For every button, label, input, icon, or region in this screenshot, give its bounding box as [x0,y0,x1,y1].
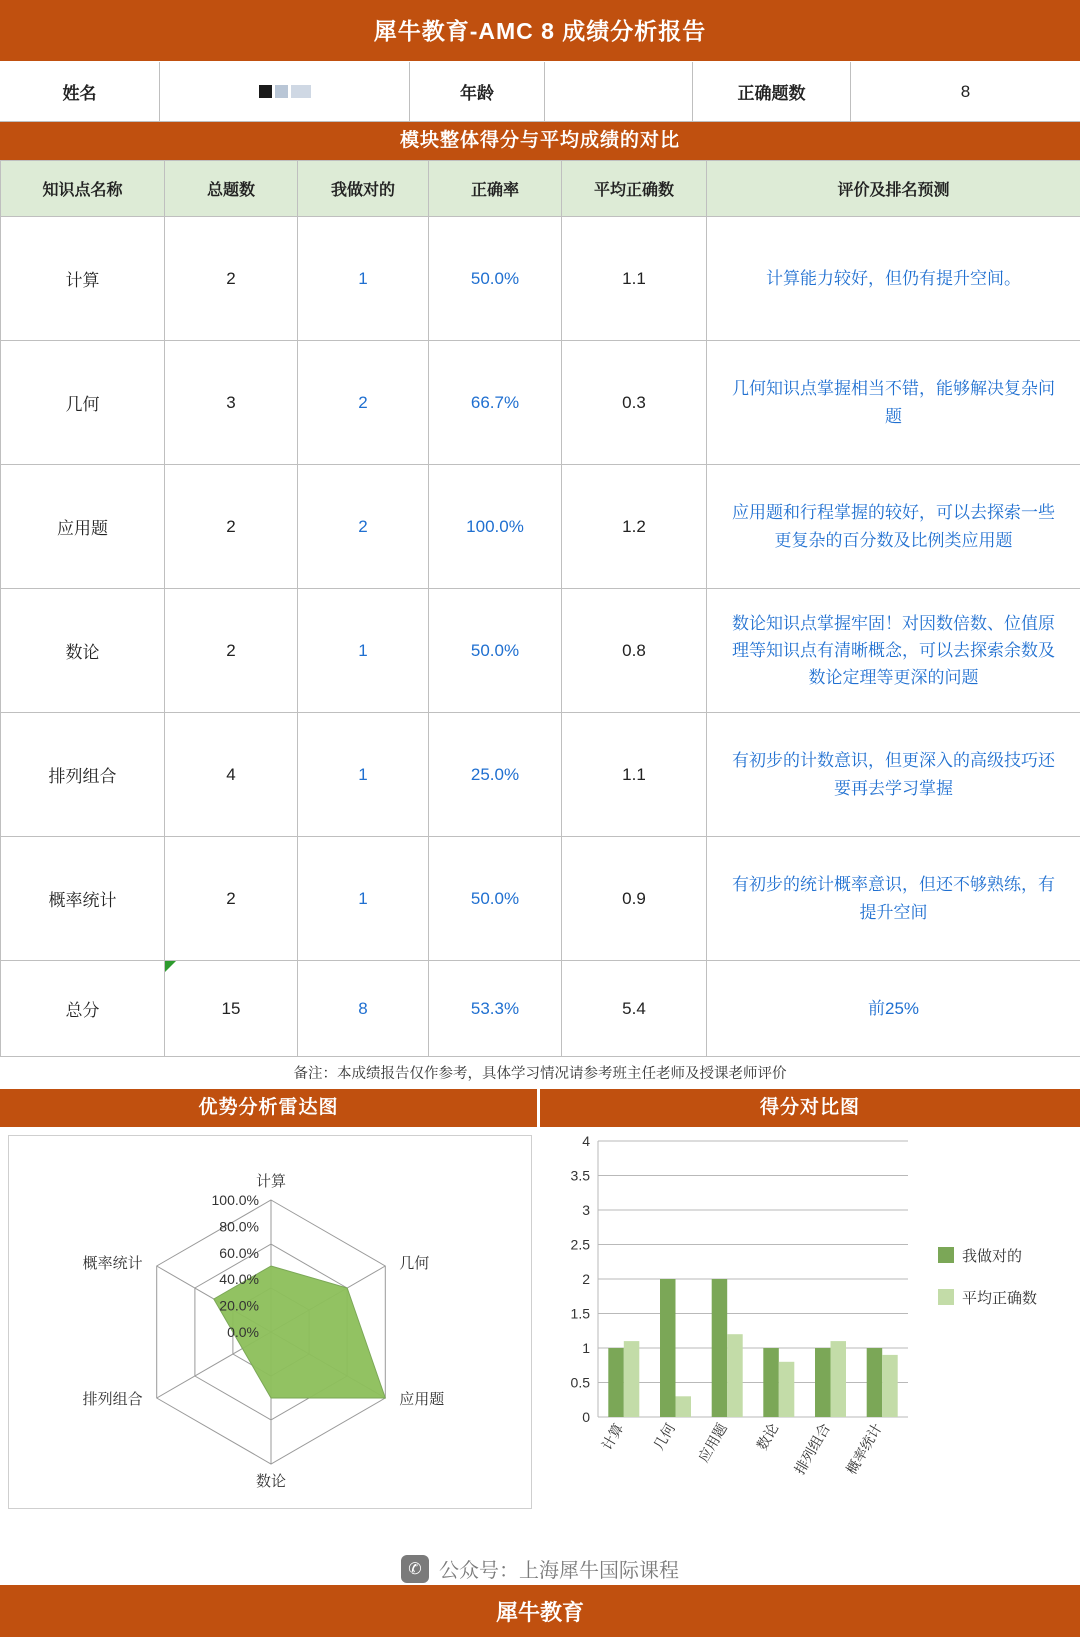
svg-text:计算: 计算 [598,1420,627,1453]
cell-rate: 25.0% [429,713,562,837]
student-info-row [0,62,1080,122]
cell-eval: 数论知识点掌握牢固！对因数倍数、位值原理等知识点有清晰概念，可以去探索余数及数论定理等更深的问题 [707,589,1080,713]
cell-eval: 前25% [707,961,1080,1057]
svg-text:100.0%: 100.0% [211,1192,259,1208]
bar-chart-svg [540,1127,1080,1517]
svg-text:2.5: 2.5 [570,1236,590,1253]
cell-rate: 50.0% [429,589,562,713]
redacted-name [259,85,311,98]
cell-total: 2 [165,465,298,589]
cell-rate: 50.0% [429,217,562,341]
table-row [1,713,1080,837]
footer-brand-text: 犀牛教育 [495,1599,584,1625]
cell-total: 2 [165,589,298,713]
svg-text:80.0%: 80.0% [219,1218,259,1235]
th-mine: 我做对的 [298,161,429,217]
correct-count-label: 正确题数 [693,62,851,121]
charts-body [0,1127,1080,1517]
svg-text:1: 1 [582,1340,590,1356]
age-value [545,62,693,121]
cell-rate: 53.3% [429,961,562,1057]
page-title: 犀牛教育-AMC 8 成绩分析报告 [0,0,1080,62]
cell-total: 3 [165,341,298,465]
cell-mine: 1 [298,713,429,837]
cell-topic: 几何 [1,341,165,465]
svg-text:0.5: 0.5 [570,1374,590,1391]
correct-count-value: 8 [960,81,971,101]
th-rate: 正确率 [429,161,562,217]
bar-chart-frame [540,1127,1080,1517]
wechat-icon: ✆ [401,1555,429,1583]
svg-text:数论: 数论 [753,1420,782,1453]
name-value [160,62,410,121]
radar-chart-frame [8,1135,532,1509]
svg-text:几何: 几何 [399,1255,430,1272]
cell-topic: 计算 [1,217,165,341]
svg-text:0.0%: 0.0% [227,1324,259,1340]
svg-text:概率统计: 概率统计 [82,1255,143,1272]
cell-topic: 总分 [1,961,165,1057]
cell-avg: 0.9 [562,837,707,961]
cell-mine: 8 [298,961,429,1057]
table-row [1,589,1080,713]
svg-text:3.5: 3.5 [570,1167,590,1184]
cell-rate: 100.0% [429,465,562,589]
svg-text:1.5: 1.5 [570,1305,590,1322]
table-row [1,217,1080,341]
table-row [1,465,1080,589]
cell-mine: 1 [298,589,429,713]
cell-total: 2 [165,217,298,341]
cell-mine: 1 [298,217,429,341]
watermark-text: 公众号：上海犀牛国际课程 [439,1560,679,1582]
th-eval: 评价及排名预测 [707,161,1080,217]
cell-rate: 50.0% [429,837,562,961]
age-label: 年龄 [410,62,545,121]
section-banner: 模块整体得分与平均成绩的对比 [0,122,1080,160]
cell-total: 4 [165,713,298,837]
radar-chart-container [0,1127,540,1517]
charts-header [0,1089,1080,1127]
svg-text:0: 0 [582,1409,590,1425]
svg-text:平均正确数: 平均正确数 [962,1290,1038,1307]
cell-eval: 有初步的计数意识，但更深入的高级技巧还要再去学习掌握 [707,713,1080,837]
svg-text:排列组合: 排列组合 [791,1420,834,1477]
bar-chart-container [540,1127,1080,1517]
cell-topic: 数论 [1,589,165,713]
cell-mine: 2 [298,465,429,589]
cell-topic: 应用题 [1,465,165,589]
cell-avg: 1.1 [562,713,707,837]
svg-text:计算: 计算 [255,1173,287,1190]
table-row [1,837,1080,961]
svg-text:2: 2 [582,1271,590,1287]
score-table [0,160,1080,1057]
svg-text:60.0%: 60.0% [219,1244,259,1261]
svg-text:20.0%: 20.0% [219,1297,259,1314]
cell-total: 15 [165,961,298,1057]
svg-text:几何: 几何 [650,1420,679,1453]
footer-brand-bar [0,1585,1080,1637]
svg-text:我做对的: 我做对的 [962,1248,1023,1265]
svg-text:3: 3 [582,1202,590,1218]
th-avg: 平均正确数 [562,161,707,217]
report-note: 备注：本成绩报告仅作参考，具体学习情况请参考班主任老师及授课老师评价 [293,1066,787,1082]
cell-avg: 0.8 [562,589,707,713]
footer-watermark [0,1554,1080,1583]
table-header-row [1,161,1080,217]
cell-eval: 应用题和行程掌握的较好，可以去探索一些更复杂的百分数及比例类应用题 [707,465,1080,589]
radar-chart-svg [9,1136,533,1510]
cell-avg: 1.2 [562,465,707,589]
cell-rate: 66.7% [429,341,562,465]
cell-mine: 1 [298,837,429,961]
th-total: 总题数 [165,161,298,217]
cell-topic: 排列组合 [1,713,165,837]
cell-eval: 计算能力较好，但仍有提升空间。 [707,217,1080,341]
bar-chart-title: 得分对比图 [540,1089,1080,1127]
name-label: 姓名 [0,62,160,121]
cell-mine: 2 [298,341,429,465]
table-row [1,341,1080,465]
radar-chart-title: 优势分析雷达图 [0,1089,540,1127]
svg-text:4: 4 [582,1133,590,1149]
cell-eval: 几何知识点掌握相当不错，能够解决复杂问题 [707,341,1080,465]
cell-avg: 5.4 [562,961,707,1057]
svg-text:40.0%: 40.0% [219,1271,259,1288]
comment-marker-icon [165,961,176,972]
svg-text:应用题: 应用题 [399,1391,445,1408]
svg-text:应用题: 应用题 [694,1420,730,1465]
cell-topic: 概率统计 [1,837,165,961]
cell-eval: 有初步的统计概率意识，但还不够熟练，有提升空间 [707,837,1080,961]
th-topic: 知识点名称 [1,161,165,217]
cell-avg: 1.1 [562,217,707,341]
svg-text:概率统计: 概率统计 [842,1420,885,1477]
cell-total: 2 [165,837,298,961]
cell-avg: 0.3 [562,341,707,465]
svg-text:排列组合: 排列组合 [82,1391,143,1408]
svg-text:数论: 数论 [255,1473,287,1490]
table-total-row [1,961,1080,1057]
